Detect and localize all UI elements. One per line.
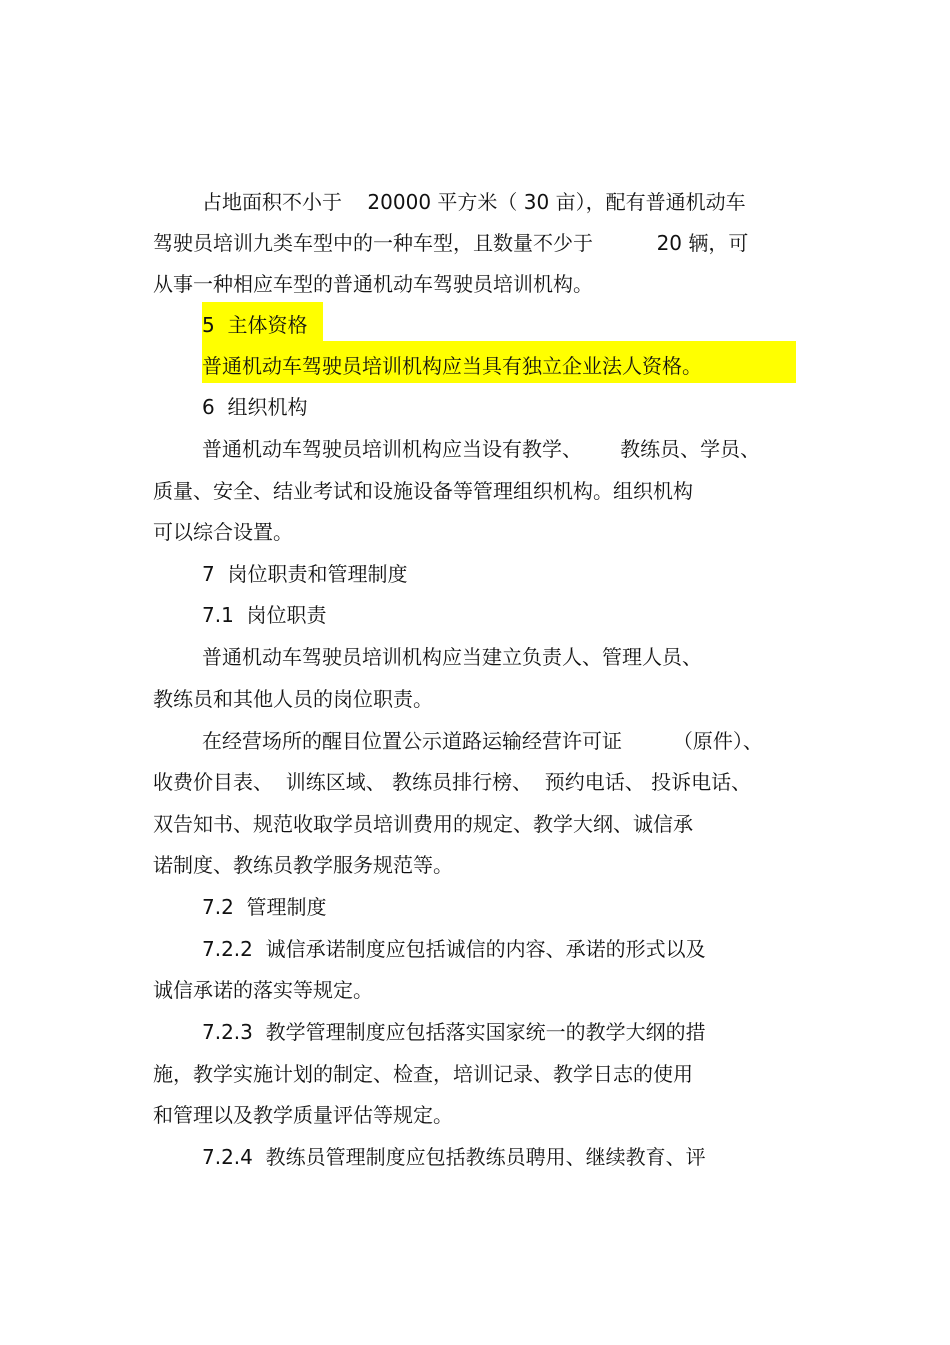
text-line: 7.2.4 教练员管理制度应包括教练员聘用、继续教育、评 <box>202 1145 706 1169</box>
text-line: 普通机动车驾驶员培训机构应当建立负责人、管理人员、 <box>202 645 702 669</box>
subsection-heading: 7.1 岗位职责 <box>202 603 327 627</box>
text-line: 教练员和其他人员的岗位职责。 <box>153 687 433 711</box>
section-heading: 5 主体资格 <box>202 313 308 337</box>
section-heading: 6 组织机构 <box>202 395 308 419</box>
text-line: 驾驶员培训九类车型中的一种车型，且数量不少于 20 辆，可 <box>153 231 749 255</box>
text-line: 普通机动车驾驶员培训机构应当具有独立企业法人资格。 <box>202 354 702 378</box>
text-line: 和管理以及教学质量评估等规定。 <box>153 1103 453 1127</box>
text-line: 占地面积不小于 20000 平方米（ 30 亩），配有普通机动车 <box>202 190 746 214</box>
text-line: 7.2.2 诚信承诺制度应包括诚信的内容、承诺的形式以及 <box>202 937 706 961</box>
text-line: 从事一种相应车型的普通机动车驾驶员培训机构。 <box>153 272 593 296</box>
subsection-heading: 7.2 管理制度 <box>202 895 327 919</box>
text-line: 在经营场所的醒目位置公示道路运输经营许可证 （原件）、 <box>202 729 763 753</box>
text-line: 双告知书、规范收取学员培训费用的规定、教学大纲、诚信承 <box>153 812 693 836</box>
text-line: 可以综合设置。 <box>153 520 293 544</box>
text-line: 普通机动车驾驶员培训机构应当设有教学、 教练员、学员、 <box>202 437 761 461</box>
text-line: 收费价目表、 训练区域、 教练员排行榜、 预约电话、 投诉电话、 <box>153 770 752 794</box>
text-line: 质量、安全、结业考试和设施设备等管理组织机构。组织机构 <box>153 479 693 503</box>
text-line: 诺制度、教练员教学服务规范等。 <box>153 853 453 877</box>
section-heading: 7 岗位职责和管理制度 <box>202 562 408 586</box>
text-line: 施，教学实施计划的制定、检查，培训记录、教学日志的使用 <box>153 1062 693 1086</box>
text-line: 7.2.3 教学管理制度应包括落实国家统一的教学大纲的措 <box>202 1020 706 1044</box>
text-line: 诚信承诺的落实等规定。 <box>153 978 373 1002</box>
